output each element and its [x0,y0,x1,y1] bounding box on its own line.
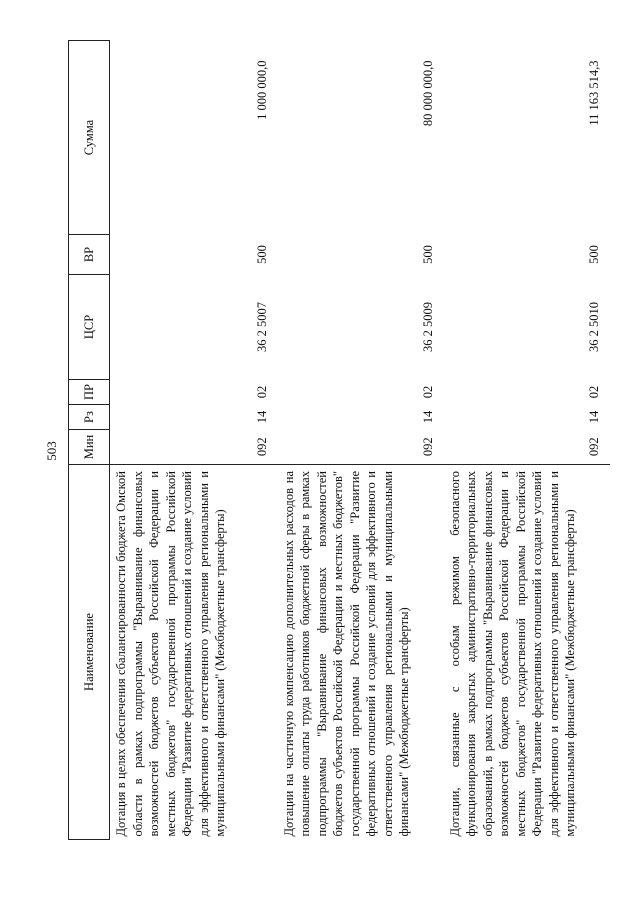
header-sum: Сумма [69,41,110,235]
row-rz: 14 [420,410,435,424]
header-pr: ПР [69,380,110,405]
row-csr: 36 2 5009 [420,302,435,352]
row-sum: 1 000 000,0 [110,41,278,235]
row-sum: 80 000 000,0 [420,60,435,127]
row-rz: 14 [110,405,278,430]
row-name: Дотации на частичную компенсацию дополнительных расходов на повышение оплаты труда работников бюджетной сферы в рамках подпрограммы "Выравнивание финансовых возможностей бюджетов субъектов Российской Федерации и местных бюджетов" государственной программы Российской Федерации "Развитие федеративных отношений и создание условий для эффективного и ответственного управления региональными и муниципальными финансами" (Межбюджетные трансферты) [278,465,444,840]
row-csr: 36 2 5007 [110,275,278,380]
table-header-row [69,41,110,840]
row-min: 092 [110,430,278,465]
header-min: Мин [69,430,110,465]
header-csr: ЦСР [69,275,110,380]
budget-table [68,40,610,840]
row-pr: 02 [420,385,435,399]
row-sum: 11 163 514,3 [586,60,601,126]
table-row [110,41,278,840]
row-pr: 02 [586,385,601,399]
table-row [444,41,610,840]
row-rz: 14 [586,410,601,424]
row-min: 092 [586,437,601,457]
header-rz: Рз [69,405,110,430]
row-csr: 36 2 5010 [586,302,601,352]
row-min: 092 [420,437,435,457]
page-number: 503 [44,441,59,461]
row-vr: 500 [586,245,601,264]
budget-table-rotated [68,41,608,840]
row-vr: 500 [110,235,278,275]
header-name: Наименование [69,465,110,840]
row-name: Дотация в целях обеспечения сбалансированности бюджета Омской области в рамках подпрограммы "Выравнивание финансовых возможностей бюджетов субъектов Российской Федерации и местных бюджетов" государственной программы Российской Федерации "Развитие федеративных отношений и создание условий для эффективного и ответственного управления региональными и муниципальными финансами" (Межбюджетные трансферты) [110,465,278,840]
header-vr: ВР [69,235,110,275]
row-pr: 02 [110,380,278,405]
row-vr: 500 [420,245,435,264]
row-name: Дотации, связанные с особым режимом безопасного функционирования закрытых административно-территориальных образований, в рамках подпрограммы "Выравнивание финансовых возможностей бюджетов субъектов Российской Федерации и местных бюджетов" государственной программы Российской Федерации "Развитие федеративных отношений и создание условий для эффективного и ответственного управления региональными и муниципальными финансами" (Межбюджетные трансферты) [444,465,610,840]
table-row [278,41,444,840]
